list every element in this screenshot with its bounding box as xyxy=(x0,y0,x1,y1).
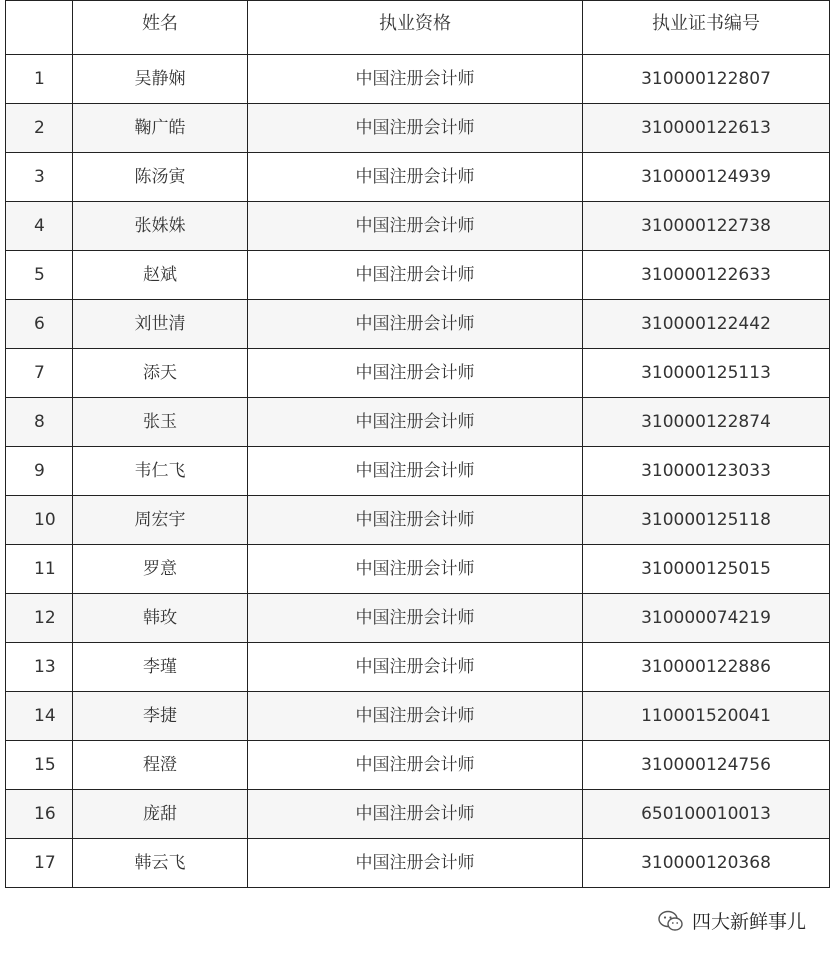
cell-name: 添天 xyxy=(73,349,248,398)
table-row xyxy=(6,594,830,643)
cell-name: 陈汤寅 xyxy=(73,153,248,202)
table-row xyxy=(6,496,830,545)
cell-index: 1 xyxy=(6,55,73,104)
cell-qualification: 中国注册会计师 xyxy=(248,55,583,104)
cell-certificate: 310000122886 xyxy=(583,643,830,692)
cell-certificate: 310000124939 xyxy=(583,153,830,202)
table-row xyxy=(6,790,830,839)
cell-certificate: 110001520041 xyxy=(583,692,830,741)
cell-name: 吴静娴 xyxy=(73,55,248,104)
cell-index: 16 xyxy=(6,790,73,839)
cell-index: 12 xyxy=(6,594,73,643)
table-row xyxy=(6,202,830,251)
table-row xyxy=(6,300,830,349)
cell-qualification: 中国注册会计师 xyxy=(248,692,583,741)
cell-qualification: 中国注册会计师 xyxy=(248,594,583,643)
cell-certificate: 310000125113 xyxy=(583,349,830,398)
cell-name: 周宏宇 xyxy=(73,496,248,545)
watermark xyxy=(658,907,806,934)
cell-certificate: 310000122738 xyxy=(583,202,830,251)
wechat-icon xyxy=(658,910,684,932)
cell-index: 4 xyxy=(6,202,73,251)
header-name: 姓名 xyxy=(73,1,248,55)
cell-certificate: 650100010013 xyxy=(583,790,830,839)
header-index xyxy=(6,1,73,55)
cell-qualification: 中国注册会计师 xyxy=(248,643,583,692)
table-row xyxy=(6,153,830,202)
cell-qualification: 中国注册会计师 xyxy=(248,251,583,300)
header-qualification: 执业资格 xyxy=(248,1,583,55)
table-row xyxy=(6,447,830,496)
cell-index: 10 xyxy=(6,496,73,545)
cell-certificate: 310000124756 xyxy=(583,741,830,790)
cell-index: 7 xyxy=(6,349,73,398)
header-row xyxy=(6,1,830,55)
cell-qualification: 中国注册会计师 xyxy=(248,153,583,202)
table-row xyxy=(6,55,830,104)
cell-index: 3 xyxy=(6,153,73,202)
cell-qualification: 中国注册会计师 xyxy=(248,790,583,839)
cell-index: 6 xyxy=(6,300,73,349)
cell-index: 14 xyxy=(6,692,73,741)
cell-qualification: 中国注册会计师 xyxy=(248,447,583,496)
cell-certificate: 310000122807 xyxy=(583,55,830,104)
cell-certificate: 310000122633 xyxy=(583,251,830,300)
cell-name: 罗意 xyxy=(73,545,248,594)
cpa-table xyxy=(5,0,830,888)
cell-certificate: 310000123033 xyxy=(583,447,830,496)
table-header xyxy=(6,1,830,55)
cell-certificate: 310000122874 xyxy=(583,398,830,447)
cell-qualification: 中国注册会计师 xyxy=(248,300,583,349)
table-row xyxy=(6,692,830,741)
cell-certificate: 310000074219 xyxy=(583,594,830,643)
table-row xyxy=(6,251,830,300)
cell-index: 9 xyxy=(6,447,73,496)
table-row xyxy=(6,545,830,594)
table-row xyxy=(6,741,830,790)
cell-name: 韩云飞 xyxy=(73,839,248,888)
cell-index: 11 xyxy=(6,545,73,594)
header-certificate: 执业证书编号 xyxy=(583,1,830,55)
cell-certificate: 310000125118 xyxy=(583,496,830,545)
cell-name: 韩玫 xyxy=(73,594,248,643)
cell-index: 2 xyxy=(6,104,73,153)
cell-name: 李捷 xyxy=(73,692,248,741)
cell-name: 张姝姝 xyxy=(73,202,248,251)
cell-certificate: 310000122442 xyxy=(583,300,830,349)
cell-index: 8 xyxy=(6,398,73,447)
table-row xyxy=(6,839,830,888)
cell-name: 鞠广皓 xyxy=(73,104,248,153)
cpa-table-container xyxy=(5,0,829,888)
cell-qualification: 中国注册会计师 xyxy=(248,398,583,447)
cell-qualification: 中国注册会计师 xyxy=(248,202,583,251)
cell-name: 程澄 xyxy=(73,741,248,790)
cell-name: 韦仁飞 xyxy=(73,447,248,496)
cell-index: 5 xyxy=(6,251,73,300)
table-row xyxy=(6,643,830,692)
cell-qualification: 中国注册会计师 xyxy=(248,496,583,545)
cell-qualification: 中国注册会计师 xyxy=(248,741,583,790)
cell-index: 15 xyxy=(6,741,73,790)
table-row xyxy=(6,398,830,447)
cell-name: 张玉 xyxy=(73,398,248,447)
cell-certificate: 310000125015 xyxy=(583,545,830,594)
cell-qualification: 中国注册会计师 xyxy=(248,545,583,594)
cell-name: 赵斌 xyxy=(73,251,248,300)
cell-certificate: 310000120368 xyxy=(583,839,830,888)
table-body xyxy=(6,55,830,888)
cell-name: 庞甜 xyxy=(73,790,248,839)
watermark-text: 四大新鲜事儿 xyxy=(691,911,806,933)
cell-qualification: 中国注册会计师 xyxy=(248,839,583,888)
cell-index: 13 xyxy=(6,643,73,692)
cell-index: 17 xyxy=(6,839,73,888)
cell-qualification: 中国注册会计师 xyxy=(248,349,583,398)
cell-name: 李瑾 xyxy=(73,643,248,692)
cell-qualification: 中国注册会计师 xyxy=(248,104,583,153)
cell-certificate: 310000122613 xyxy=(583,104,830,153)
table-row xyxy=(6,104,830,153)
cell-name: 刘世清 xyxy=(73,300,248,349)
table-row xyxy=(6,349,830,398)
